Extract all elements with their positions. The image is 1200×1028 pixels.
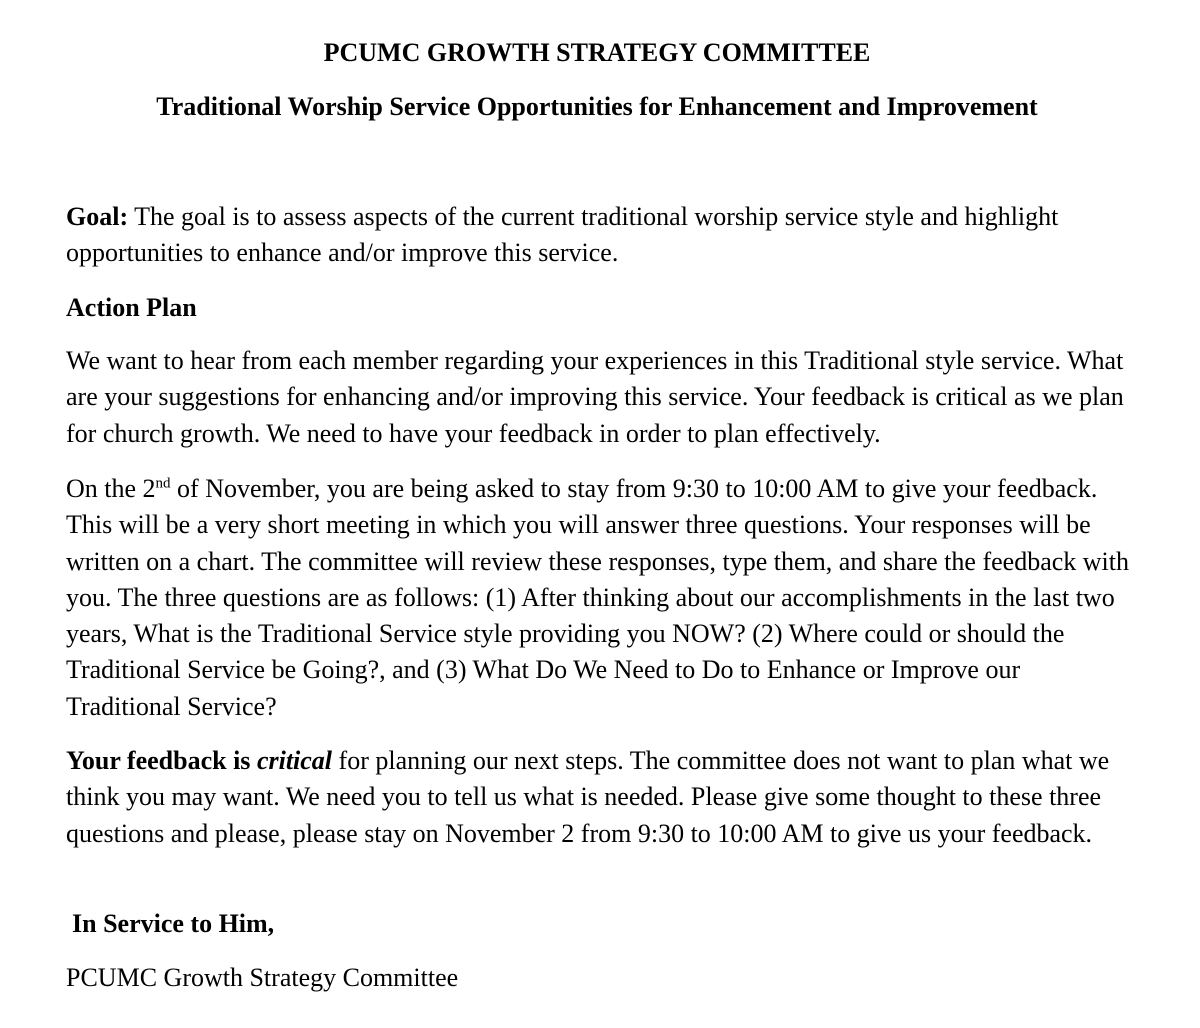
goal-text: The goal is to assess aspects of the current traditional worship service style and highlight opportunities to enhance and/or improve this service. <box>66 202 1059 268</box>
action-plan-heading: Action Plan <box>66 293 197 322</box>
critical-emphasis: critical <box>256 746 333 775</box>
closing-salutation: In Service to Him, <box>72 909 275 938</box>
document-subtitle: Traditional Worship Service Opportunities for Enhancement and Improvement <box>156 92 1038 121</box>
goal-paragraph <box>66 199 1136 272</box>
feedback-intro-paragraph: We want to hear from each member regarding your experiences in this Traditional style service. What are your suggestions for enhancing and/or improving this service. Your feedback is critical as we plan for church growth. We need to have your feedback in order to plan effectively. <box>66 346 1124 448</box>
critical-text: for planning our next steps. The committee does not want to plan what we think you may want. We need you to tell us what is needed. Please give some thought to these three questions and please, please stay on November 2 from 9:30 to 10:00 AM to give us your feedback. <box>66 746 1110 848</box>
meeting-details-paragraph <box>66 471 1136 725</box>
meeting-details-text: of November, you are being asked to stay from 9:30 to 10:00 AM to give your feedback. This will be a very short meeting in which you will answer three questions. Your responses will be written on a chart. The committee will review these responses, type them, and share the feedback with you. The three questions are as follows: (1) After thinking about our accomplishments in the last two years, What is the Traditional Service style providing you NOW? (2) Where could or should the Traditional Service be Going?, and (3) What Do We Need to Do to Enhance or Improve our Traditional Service? <box>66 474 1129 721</box>
ordinal-suffix: nd <box>155 475 171 492</box>
document-title: PCUMC GROWTH STRATEGY COMMITTEE <box>323 38 871 67</box>
signature-line: PCUMC Growth Strategy Committee <box>66 963 459 992</box>
critical-feedback-paragraph <box>66 743 1136 852</box>
meeting-date-start: On the 2 <box>66 474 156 503</box>
goal-label: Goal: <box>66 202 129 231</box>
critical-bold-lead: Your feedback is <box>66 746 257 775</box>
